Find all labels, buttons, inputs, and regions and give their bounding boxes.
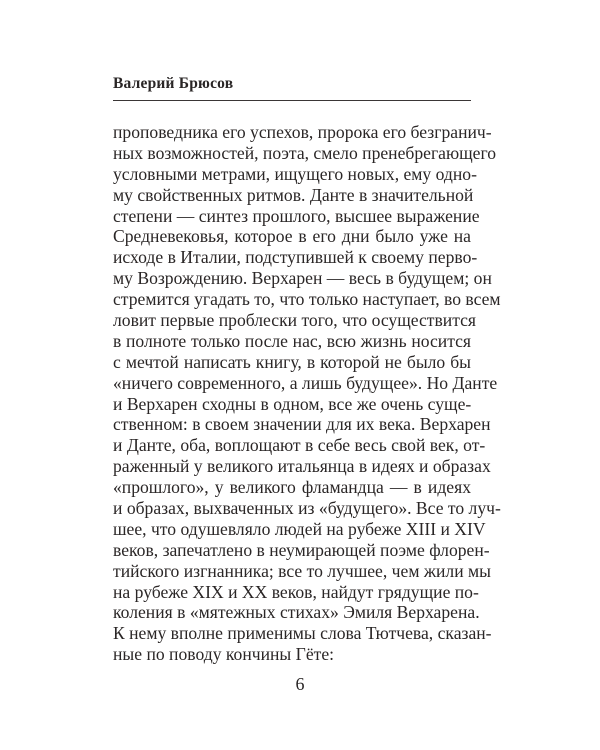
text-line: на рубеже XIX и XX веков, найдут грядущие по-	[113, 581, 479, 602]
text-line: ственном: в своем значении для их века. Верхарен	[113, 414, 491, 435]
text-line: стремится угадать то, что только наступает, во всем	[113, 289, 501, 310]
text-line: ные по поводу кончины Гёте:	[113, 644, 335, 665]
text-line: му свойственных ритмов. Данте в значительной	[113, 184, 474, 205]
header-rule	[113, 100, 471, 101]
text-line: Средневековья, которое в его дни было уже на	[113, 226, 471, 247]
text-line: исходе в Италии, подступившей к своему перво-	[113, 247, 478, 268]
text-line: коления в «мятежных стихах» Эмиля Верхарена.	[113, 602, 480, 623]
text-line: с мечтой написать книгу, в которой не было бы	[113, 351, 471, 372]
body-text	[113, 122, 501, 665]
text-line: веков, запечатлено в неумирающей поэме флорен-	[113, 539, 490, 560]
text-line: степени — синтез прошлого, высшее выражение	[113, 205, 480, 226]
running-header-author: Валерий Брюсов	[113, 75, 234, 92]
text-line: шее, что одушевляло людей на рубеже XIII и XIV	[113, 518, 486, 539]
text-line: «ничего современного, а лишь будущее». Но Данте	[113, 372, 498, 393]
text-line: му Возрождению. Верхарен — весь в будущем; он	[113, 268, 492, 289]
text-line: условными метрами, ищущего новых, ему одно-	[113, 163, 477, 184]
text-line: ловит первые проблески того, что осуществится	[113, 310, 477, 331]
text-line: и Данте, оба, воплощают в себе весь свой век, от-	[113, 435, 486, 456]
text-line: раженный у великого итальянца в идеях и образах	[113, 456, 491, 477]
text-line: и Верхарен сходны в одном, все же очень суще-	[113, 393, 472, 414]
text-line: и образах, выхваченных из «будущего». Все то луч-	[113, 498, 501, 519]
text-line: проповедника его успехов, пророка его безгранич-	[113, 122, 492, 142]
text-line: К нему вполне применимы слова Тютчева, сказан-	[113, 623, 492, 644]
text-line: ных возможностей, поэта, смело пренебрегающего	[113, 142, 497, 163]
text-line: тийского изгнанника; все то лучшее, чем жили мы	[113, 560, 491, 581]
text-line: в полноте только после нас, всю жизнь носится	[113, 330, 471, 351]
text-line: «прошлого», у великого фламандца — в идеях	[113, 477, 471, 498]
page-number: 6	[295, 674, 305, 694]
